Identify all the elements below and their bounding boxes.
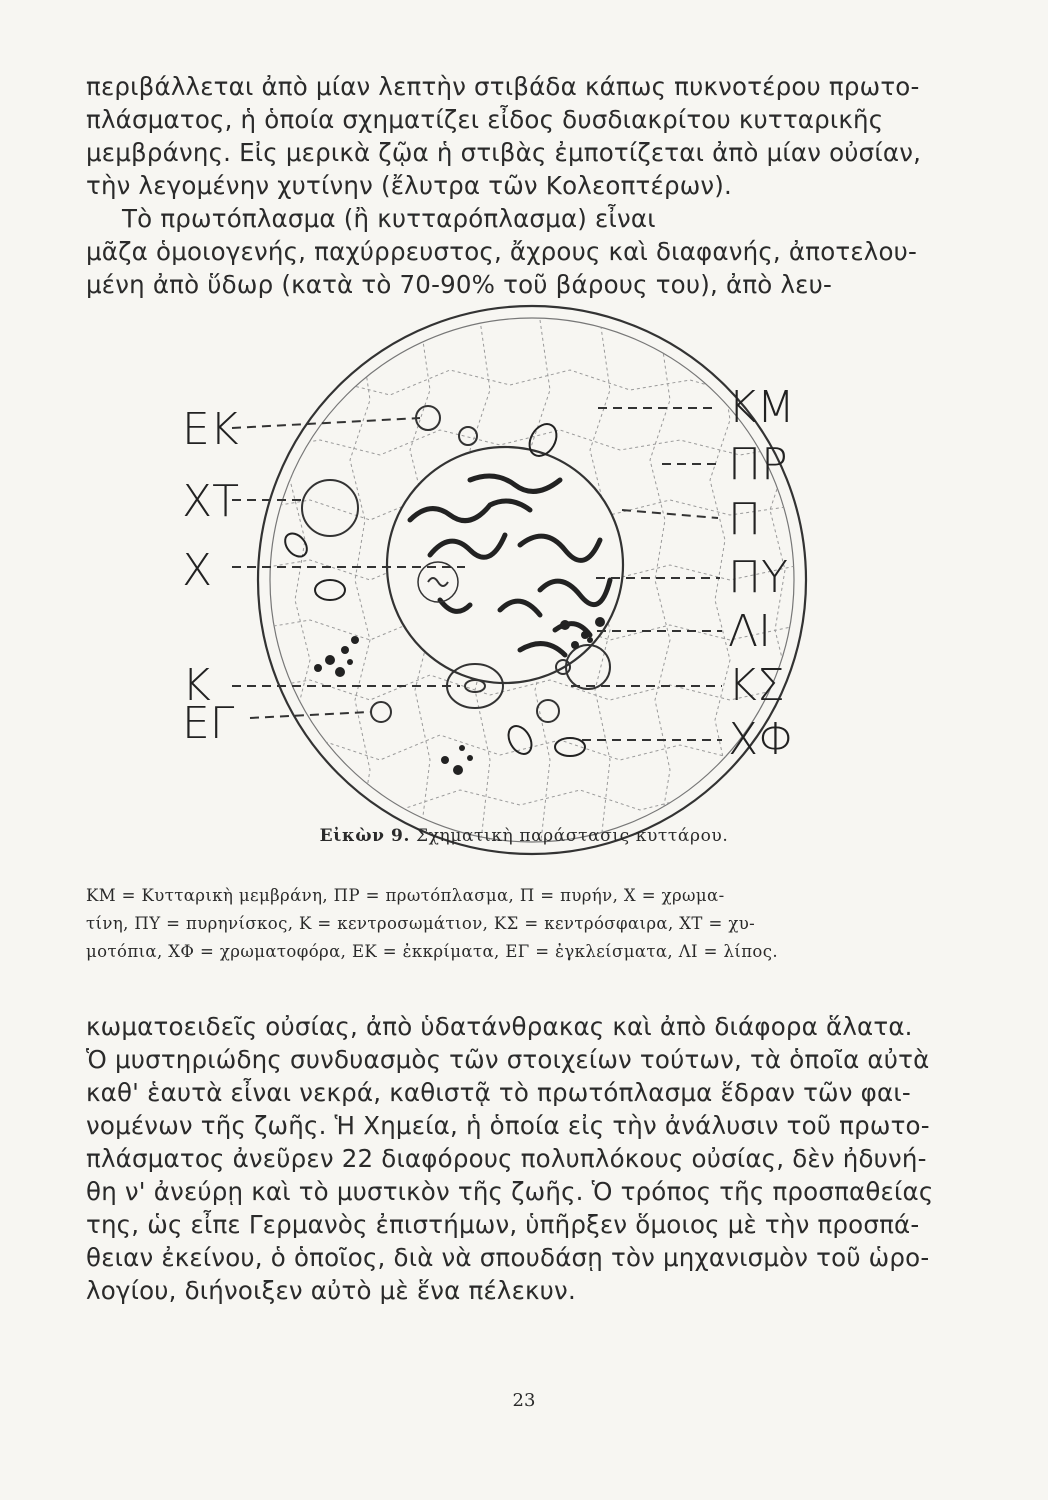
legend-line: ΚΜ = Κυτταρικὴ μεμβράνη, ΠΡ = πρωτόπλασμα, Π = πυρήν, Χ = χρωμα- [86, 886, 725, 905]
label-li: ΛΙ [728, 606, 772, 657]
label-py: ΠΥ [728, 552, 788, 603]
nucleus [387, 447, 623, 683]
vacuole [566, 645, 610, 689]
label-x: Χ [182, 545, 213, 596]
label-xt: ΧΤ [182, 476, 240, 527]
label-ek: ΕΚ [182, 404, 239, 455]
text-line: λογίου, διήνοιξεν αὐτὸ μὲ ἕνα πέλεκυν. [86, 1276, 576, 1305]
vacuole [302, 480, 358, 536]
label-k: Κ [182, 660, 211, 711]
label-pr: ΠΡ [728, 439, 788, 490]
secretion [459, 427, 477, 445]
inclusion [371, 702, 391, 722]
figure-legend [86, 882, 916, 966]
text-line: της, ὡς εἶπε Γερμανὸς ἐπιστήμων, ὑπῆρξεν ὅμοιος μὲ τὴν προσπά- [86, 1210, 920, 1239]
label-eg: ΕΓ [182, 698, 235, 749]
body-text-bottom [86, 1010, 934, 1307]
text-line: μεμβράνης. Εἰς μερικὰ ζῷα ἡ στιβὰς ἐμποτίζεται ἀπὸ μίαν οὐσίαν, [86, 138, 922, 167]
inclusion [537, 700, 559, 722]
caption-number: Εἰκὼν 9. [319, 826, 410, 846]
text-line: μᾶζα ὁμοιογενής, παχύρρευστος, ἄχρους καὶ διαφανής, ἀποτελου- [86, 237, 918, 266]
text-line: μένη ἀπὸ ὕδωρ (κατὰ τὸ 70-90% τοῦ βάρους του), ἀπὸ λευ- [86, 270, 833, 299]
label-p: Π [728, 494, 762, 545]
label-km: ΚΜ [728, 382, 795, 433]
text-line: πλάσματος, ἡ ὁποία σχηματίζει εἶδος δυσδιακρίτου κυτταρικῆς [86, 105, 884, 134]
text-line: θειαν ἐκείνου, ὁ ὁποῖος, διὰ νὰ σπουδάσῃ τὸν μηχανισμὸν τοῦ ὡρο- [86, 1243, 930, 1272]
page-number: 23 [512, 1390, 536, 1411]
text-line: καθ' ἑαυτὰ εἶναι νεκρά, καθιστᾷ τὸ πρωτόπλασμα ἕδραν τῶν φαι- [86, 1078, 911, 1107]
label-xf: ΧΦ [728, 714, 796, 765]
figure-caption [0, 826, 1048, 846]
text-line: πλάσματος ἀνεῦρεν 22 διαφόρους πολυπλόκους οὐσίας, δὲν ἠδυνή- [86, 1144, 927, 1173]
legend-line: τίνη, ΠΥ = πυρηνίσκος, Κ = κεντροσωμάτιον, ΚΣ = κεντρόσφαιρα, ΧΤ = χυ- [86, 914, 756, 933]
text-line: κωματοειδεῖς οὐσίας, ἀπὸ ὑδατάνθρακας καὶ ἀπὸ διάφορα ἅλατα. [86, 1012, 913, 1041]
text-line: περιβάλλεται ἀπὸ μίαν λεπτὴν στιβάδα κάπως πυκνοτέρου πρωτο- [86, 72, 920, 101]
text-line: τὴν λεγομένην χυτίνην (ἔλυτρα τῶν Κολεοπτέρων). [86, 171, 733, 200]
text-line: Τὸ πρωτόπλασμα (ἢ κυτταρόπλασμα) εἶναι [122, 204, 656, 233]
text-line: θη ν' ἀνεύρῃ καὶ τὸ μυστικὸν τῆς ζωῆς. Ὁ τρόπος τῆς προσπαθείας [86, 1177, 934, 1206]
label-ks: ΚΣ [728, 660, 785, 711]
legend-line: μοτόπια, ΧΦ = χρωματοφόρα, ΕΚ = ἐκκρίματα, ΕΓ = ἐγκλείσματα, ΛΙ = λίπος. [86, 942, 779, 961]
caption-text: Σχηματικὴ παράστασις κυττάρου. [416, 826, 729, 846]
text-line: Ὁ μυστηριώδης συνδυασμὸς τῶν στοιχείων τούτων, τὰ ὁποῖα αὐτὰ [86, 1045, 930, 1074]
text-line: νομένων τῆς ζωῆς. Ἡ Χημεία, ἡ ὁποία εἰς τὴν ἀνάλυσιν τοῦ πρωτο- [86, 1111, 930, 1140]
